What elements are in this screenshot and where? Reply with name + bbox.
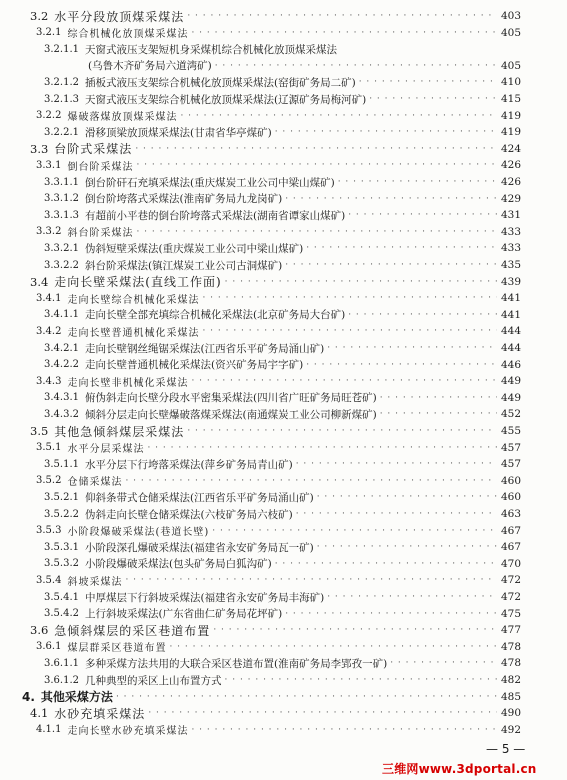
toc-entry-title: 中厚煤层下行斜坡采煤法(福建省永安矿务局丰海矿) — [85, 591, 325, 604]
toc-entry — [22, 689, 521, 705]
toc-entry-number: 3.4.3.2 — [44, 408, 79, 420]
toc-entry-page: 424 — [500, 142, 521, 155]
toc-entry-number: 3.3.2.1 — [44, 242, 79, 254]
toc-entry-number: 4.1 — [30, 706, 49, 721]
toc-entry-page: 490 — [500, 707, 521, 720]
toc-entry — [82, 58, 521, 74]
toc-entry — [44, 91, 521, 107]
toc-entry-number: 4. — [22, 689, 35, 704]
toc-entry-number: 3.3.2.2 — [44, 259, 79, 271]
toc-entry-number: 3.2.1.3 — [44, 93, 79, 105]
toc-entry-page: 467 — [500, 524, 521, 537]
toc-entry-page: 426 — [500, 176, 521, 188]
toc-entry-title: 插板式液压支架综合机械化放顶煤采煤法(窑街矿务局二矿) — [85, 76, 356, 89]
dot-leader — [314, 492, 497, 502]
toc-entry-number: 3.2.2.1 — [44, 126, 79, 138]
toc-entry-number: 3.5.1 — [36, 442, 62, 454]
toc-entry-number: 3.3.2 — [36, 226, 62, 238]
toc-entry — [44, 390, 521, 406]
toc-entry — [44, 655, 521, 671]
dot-leader — [282, 194, 497, 204]
toc-entry — [36, 440, 521, 456]
toc-entry-title: 其他急倾斜煤层采煤法 — [54, 424, 185, 439]
toc-entry-title: 走向长壁普通机械化采煤法 — [67, 327, 200, 339]
dot-leader — [166, 642, 497, 652]
toc-entry — [44, 489, 521, 505]
toc-entry — [44, 357, 521, 373]
toc-entry-title: 走向长壁全部充填综合机械化采煤法(北京矿务局大台矿) — [85, 309, 346, 322]
toc-entry — [44, 539, 521, 555]
toc-entry-number: 3.4.2.2 — [44, 359, 79, 371]
toc-entry-page: 403 — [500, 10, 521, 22]
toc-entry-number: 3.5.4.2 — [44, 608, 79, 620]
toc-entry-page: 415 — [500, 93, 521, 105]
toc-entry-title: 走向长壁钢丝绳锯采煤法(江西省乐平矿务局涌山矿) — [85, 342, 325, 355]
toc-entry — [44, 340, 521, 356]
toc-entry-number: 3.5.3 — [36, 525, 62, 537]
toc-entry-number: 3.6.1 — [36, 641, 62, 653]
toc-entry-number: 3.5.2.2 — [44, 508, 79, 520]
toc-entry — [44, 406, 521, 422]
toc-entry-title: 水平分层采煤法 — [67, 444, 145, 456]
toc-entry — [44, 506, 521, 522]
toc-entry — [44, 672, 521, 688]
dot-leader — [177, 111, 497, 121]
toc-entry-page: 441 — [500, 292, 521, 305]
toc-entry — [36, 722, 521, 738]
toc-entry — [44, 589, 521, 605]
toc-entry — [30, 705, 521, 721]
toc-entry-page: 482 — [500, 674, 521, 686]
dot-leader — [314, 542, 497, 552]
toc-entry-page: 463 — [500, 508, 521, 520]
toc-entry — [36, 373, 521, 389]
toc-entry-number: 3.4.2.1 — [44, 342, 79, 354]
toc-entry-title: 小阶段爆破采煤法(巷道长壁) — [67, 527, 210, 539]
toc-entry-number: 3.4 — [30, 274, 49, 289]
toc-entry-title: 走向长壁采煤法(直线工作面) — [54, 275, 222, 290]
toc-entry-title: 倒台阶垮落式采煤法(淮南矿务局九龙岗矿) — [85, 193, 283, 206]
toc-entry — [44, 74, 521, 90]
toc-entry-page: 426 — [500, 159, 521, 172]
toc-entry-title: 有超前小平巷的倒台阶垮落式采煤法(湖南省谭家山煤矿) — [85, 209, 346, 222]
toc-entry — [36, 290, 521, 306]
toc-entry-title: 其他采煤方法 — [40, 690, 113, 705]
toc-entry-page: 470 — [500, 557, 521, 570]
toc-entry-title: 上行斜坡采煤法(广东省曲仁矿务局花坪矿) — [85, 608, 283, 621]
toc-entry-number: 3.6 — [30, 623, 49, 638]
page-number: — 5 — — [486, 742, 526, 756]
toc-entry-number: 3.5.2.1 — [44, 491, 79, 503]
toc-entry — [30, 274, 521, 290]
dot-leader — [293, 509, 497, 519]
dot-leader — [113, 692, 497, 702]
toc-entry — [36, 523, 521, 539]
toc-entry-title: 倒台阶采煤法 — [67, 161, 134, 173]
dot-leader — [345, 210, 497, 220]
toc-entry-number: 3.5.2 — [36, 475, 62, 487]
dot-leader — [293, 459, 497, 469]
dot-leader — [222, 675, 498, 685]
toc-entry-number: 3.3.1.1 — [44, 176, 79, 188]
dot-leader — [133, 160, 497, 170]
toc-entry-page: 449 — [500, 375, 521, 388]
toc-entry-title: 俯伪斜走向长壁分段水平密集采煤法(四川省广旺矿务局旺苍矿) — [85, 392, 377, 405]
toc-entry-title: 多种采煤方法共用的大联合采区巷道布置(淮南矿务局李郢孜一矿) — [85, 657, 388, 670]
toc-entry-title: 水砂充填采煤法 — [54, 706, 146, 721]
toc-entry — [36, 639, 521, 655]
toc-entry-page: 460 — [500, 474, 521, 487]
toc-entry-number: 3.2.1.1 — [44, 43, 79, 55]
toc-entry-title: 爆破落煤放顶煤采煤法 — [67, 112, 178, 124]
dot-leader — [188, 28, 497, 38]
dot-leader — [222, 277, 497, 287]
toc-entry-title: 几种典型的采区上山布置方式 — [85, 674, 222, 687]
toc-entry-page: 472 — [500, 574, 521, 587]
toc-entry — [30, 423, 521, 439]
toc-entry-page: 429 — [500, 192, 521, 205]
toc-entry-title: 水平分层下行垮落采煤法(萍乡矿务局青山矿) — [85, 458, 293, 471]
dot-leader — [144, 443, 497, 453]
dot-leader — [345, 310, 497, 320]
toc-entry-page: 405 — [500, 26, 521, 39]
dot-leader — [199, 293, 497, 303]
toc-entry-page: 457 — [500, 441, 521, 454]
toc-entry-page: 452 — [500, 408, 521, 421]
toc-entry-title: 伪斜走向长壁仓储采煤法(六枝矿务局六枝矿) — [85, 508, 293, 521]
dot-leader — [272, 559, 497, 569]
dot-leader — [122, 476, 497, 486]
toc-entry-page: 435 — [500, 259, 521, 271]
toc-entry-page: 405 — [500, 59, 521, 72]
dot-leader — [188, 376, 497, 386]
toc-entry-title: 斜台阶采煤法(镇江煤炭工业公司古洞煤矿) — [85, 259, 283, 272]
toc-entry-title: 走向长壁综合机械化采煤法 — [67, 294, 200, 306]
toc-entry-number: 3.3.1 — [36, 159, 62, 171]
toc-entry-page: 472 — [500, 591, 521, 603]
dot-leader — [184, 426, 497, 436]
toc-entry-number: 3.5.4 — [36, 574, 62, 586]
toc-entry-page: 478 — [500, 640, 521, 653]
dot-leader — [335, 177, 497, 187]
toc-entry-page: 455 — [500, 425, 521, 437]
toc-entry-page: 419 — [500, 126, 521, 139]
toc-entry-number: 3.5.4.1 — [44, 591, 79, 603]
toc-entry-title: 走向长壁普通机械化采煤法(资兴矿务局宇字矿) — [85, 359, 304, 372]
dot-leader — [387, 658, 497, 668]
toc-entry — [44, 174, 521, 190]
toc-entry — [44, 207, 521, 223]
dot-leader — [282, 609, 497, 619]
toc-entry-page: 485 — [500, 690, 521, 703]
toc-entry-title: 倾斜分层走向长壁爆破落煤采煤法(南通煤炭工业公司柳新煤矿) — [85, 408, 377, 421]
toc-entry — [44, 41, 521, 57]
toc-entry-number: 3.3.1.2 — [44, 193, 79, 205]
toc-entry-page: 477 — [500, 624, 521, 637]
toc-entry — [36, 224, 521, 240]
toc-entry-title: 综合机械化放顶煤采煤法 — [67, 29, 189, 41]
toc-entry-page: 410 — [500, 76, 521, 89]
toc-entry-page: 433 — [500, 225, 521, 238]
toc-entry-title: 伪斜短壁采煤法(重庆煤炭工业公司中梁山煤矿) — [85, 242, 304, 255]
toc-entry — [44, 240, 521, 256]
toc-entry-title: 走向长壁非机械化采煤法 — [67, 377, 189, 389]
toc-entry-page: 457 — [500, 458, 521, 471]
toc-entry-title: 急倾斜煤层的采区巷道布置 — [54, 623, 211, 638]
toc-entry — [44, 556, 521, 572]
dot-leader — [184, 11, 497, 21]
dot-leader — [303, 243, 497, 253]
toc-entry-page: 444 — [500, 325, 521, 338]
toc-entry-page: 439 — [500, 275, 521, 288]
dot-leader — [324, 592, 497, 602]
toc-entry-title: 斜台阶采煤法 — [67, 228, 134, 240]
toc-entry — [30, 8, 521, 24]
toc-entry-page: 419 — [500, 109, 521, 122]
toc-entry-title: 煤层群采区巷道布置 — [67, 643, 167, 655]
toc-entry — [36, 108, 521, 124]
toc-entry-title: 滑移顶梁放顶煤采煤法(甘肃省华亭煤矿) — [85, 126, 272, 139]
toc-entry-number: 3.5.1.1 — [44, 458, 79, 470]
dot-leader — [303, 360, 497, 370]
toc-entry — [44, 456, 521, 472]
dot-leader — [145, 708, 497, 718]
toc-entry-title: (乌鲁木齐矿务局六道湾矿) — [88, 60, 212, 73]
dot-leader — [324, 343, 497, 353]
toc-entry-number: 3.5.3.1 — [44, 541, 79, 553]
toc-entry-number: 3.4.2 — [36, 325, 62, 337]
toc-entry-title: 小阶段深孔爆破采煤法(福建省永安矿务局瓦一矿) — [85, 541, 314, 554]
toc-entry-number: 3.4.1 — [36, 292, 62, 304]
toc-entry-number: 3.3 — [30, 141, 49, 156]
dot-leader — [366, 94, 497, 104]
dot-leader — [282, 260, 497, 270]
toc-entry-page: 431 — [500, 209, 521, 222]
dot-leader — [377, 409, 497, 419]
toc-entry-number: 3.4.3.1 — [44, 392, 79, 404]
toc-entry — [44, 257, 521, 273]
toc-entry-title: 走向长壁水砂充填采煤法 — [67, 726, 189, 738]
dot-leader — [132, 144, 497, 154]
toc-entry-page: 475 — [500, 607, 521, 620]
toc-entry-number: 3.6.1.1 — [44, 657, 79, 669]
toc-entry-number: 4.1.1 — [36, 724, 62, 736]
toc-entry-title: 仰斜条带式仓储采煤法(江西省乐平矿务局涌山矿) — [85, 491, 314, 504]
toc-entry-number: 3.6.1.2 — [44, 674, 79, 686]
toc-entry-title: 斜坡采煤法 — [67, 576, 123, 588]
toc-entry-number: 3.4.3 — [36, 375, 62, 387]
toc-entry-number: 3.5.3.2 — [44, 558, 79, 570]
dot-leader — [356, 77, 497, 87]
toc-entry — [36, 157, 521, 173]
dot-leader — [199, 326, 497, 336]
toc-entry-page: 478 — [500, 657, 521, 670]
toc-entry — [36, 473, 521, 489]
toc-entry-title: 水平分段放顶煤采煤法 — [54, 9, 185, 24]
toc-entry — [36, 25, 521, 41]
toc-entry-page: 441 — [500, 308, 521, 321]
dot-leader — [272, 127, 497, 137]
toc-entry-page: 433 — [500, 242, 521, 255]
toc-entry-number: 3.2.2 — [36, 110, 62, 122]
watermark: 三维网www.3dportal.cn — [382, 762, 537, 776]
toc-entry-number: 3.3.1.3 — [44, 209, 79, 221]
toc-entry-title: 倒台阶矸石充填采煤法(重庆煤炭工业公司中梁山煤矿) — [85, 176, 335, 189]
toc-entry-title: 天窗式液压支架综合机械化放顶煤采煤法(辽源矿务局梅河矿) — [85, 93, 367, 106]
toc-entry — [36, 572, 521, 588]
toc-entry-title: 天窗式液压支架短机身采煤机综合机械化放顶煤采煤法 — [85, 43, 337, 56]
toc-entry-page: 449 — [500, 391, 521, 404]
toc-entry — [30, 622, 521, 638]
toc-entry-number: 3.4.1.1 — [44, 309, 79, 321]
toc-entry-number: 3.2.1.2 — [44, 76, 79, 88]
toc-entry-number: 3.5 — [30, 424, 49, 438]
dot-leader — [212, 61, 497, 71]
dot-leader — [210, 625, 497, 635]
dot-leader — [209, 526, 497, 536]
toc-entry — [44, 606, 521, 622]
toc-entry-number: 3.2 — [30, 9, 49, 23]
toc-entry-page: 446 — [500, 358, 521, 371]
dot-leader — [133, 227, 497, 237]
toc-entry-number: 3.2.1 — [36, 27, 62, 39]
toc-entry — [30, 141, 521, 157]
toc-entry — [44, 124, 521, 140]
toc-entry — [44, 307, 521, 323]
toc-entry-page: 460 — [500, 491, 521, 504]
toc-entry-page: 492 — [500, 723, 521, 736]
toc-entry-title: 仓储采煤法 — [67, 477, 123, 489]
toc-entry-title: 台阶式采煤法 — [54, 142, 133, 157]
toc-entry — [44, 191, 521, 207]
toc-entry-page: 467 — [500, 541, 521, 554]
dot-leader — [122, 575, 497, 585]
toc-entry-page: 444 — [500, 342, 521, 354]
toc-entry-title: 小阶段爆破采煤法(包头矿务局白狐沟矿) — [85, 558, 272, 571]
toc-entry — [36, 323, 521, 339]
dot-leader — [377, 393, 497, 403]
dot-leader — [188, 725, 497, 735]
